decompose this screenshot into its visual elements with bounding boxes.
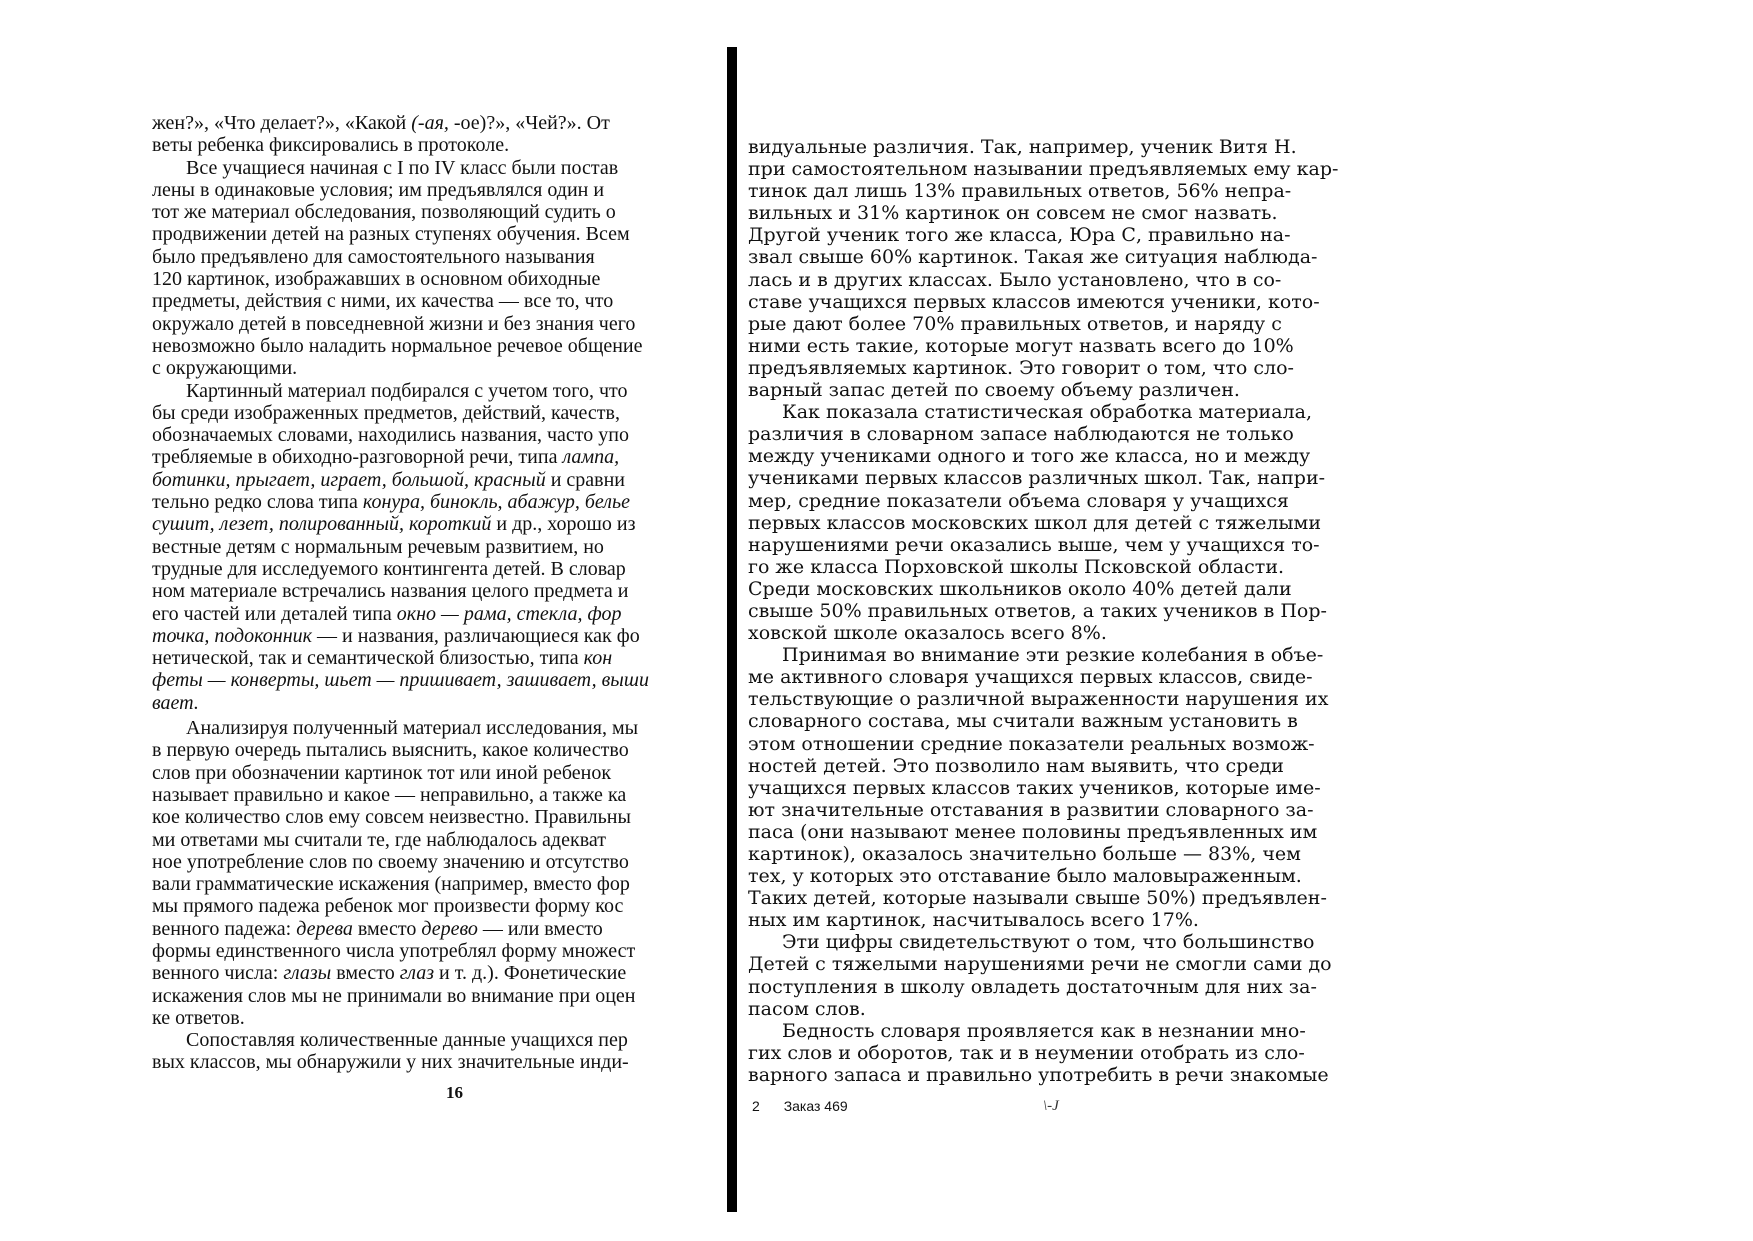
text-line	[152, 513, 727, 535]
text-line	[152, 112, 727, 134]
text-run: ми ответами мы считали те, где наблюдалось адекват	[152, 828, 606, 851]
italic-run: дерева	[296, 917, 353, 940]
text-line	[748, 909, 1338, 931]
italic-run: ботинки, прыгает, играет, большой, красный	[152, 468, 546, 491]
text-line	[748, 622, 1338, 644]
text-run: ховской школе оказалось всего 8%.	[748, 622, 1107, 645]
text-run: его частей или деталей типа	[152, 602, 397, 625]
text-run: предъявляемых картинок. Это говорит о том, что сло-	[748, 356, 1294, 379]
text-line	[152, 829, 727, 851]
text-run: трудные для исследуемого контингента детей. В словар	[152, 557, 626, 580]
text-line	[152, 603, 727, 625]
italic-run: (-ая,	[411, 112, 449, 134]
text-run: венного падежа:	[152, 917, 297, 940]
text-line	[748, 490, 1338, 512]
text-run: было предъявлено для самостоятельного называния	[152, 245, 595, 268]
text-line	[748, 313, 1338, 335]
text-run: свыше 50% правильных ответов, а таких учеников в Пор-	[748, 599, 1327, 622]
text-line	[152, 580, 727, 602]
text-run: картинок), оказалось значительно больше — 83%, чем	[748, 843, 1301, 865]
right-page-block	[748, 136, 1338, 1086]
text-run: различия в словарном запасе наблюдаются не только	[748, 423, 1294, 446]
handwritten-mark: \-J	[1043, 1098, 1059, 1114]
page-number-left: 16	[446, 1083, 463, 1102]
text-line	[748, 180, 1338, 202]
text-run: нетической, так и семантической близостью, типа	[152, 647, 584, 670]
text-run: ке ответов.	[152, 1006, 245, 1029]
text-run: при самостоятельном назывании предъявляемых ему кар-	[748, 158, 1338, 181]
text-run: вых классов, мы обнаружили у них значительные инди-	[152, 1051, 629, 1074]
text-run: лась и в других классах. Было установлено, что в со-	[748, 268, 1282, 291]
text-run: между учениками одного и того же класса, но и между	[748, 445, 1311, 468]
text-line	[748, 379, 1338, 401]
text-line	[152, 491, 727, 513]
text-run: словарного состава, мы считали важным установить в	[748, 710, 1298, 733]
text-run: лены в одинаковые условия; им предъявлялся один и	[152, 178, 605, 201]
text-run: паса (они называют менее половины предъявленных им	[748, 820, 1318, 843]
text-line	[152, 918, 727, 940]
text-run: мы прямого падежа ребенок мог произвести форму кос	[152, 895, 624, 918]
text-line	[152, 940, 727, 962]
text-line	[748, 887, 1338, 909]
text-run: продвижении детей на разных ступенях обучения. Всем	[152, 223, 630, 246]
text-run: го же класса Порховской школы Псковской области.	[748, 555, 1285, 578]
text-line	[152, 157, 727, 179]
text-run: ное употребление слов по своему значению и отсутство	[152, 850, 629, 873]
text-run: нарушениями речи оказались выше, чем у учащихся то-	[748, 533, 1320, 556]
text-line	[152, 1029, 727, 1051]
text-run: окружало детей в повседневной жизни и без знания чего	[152, 312, 636, 335]
text-run: ных им картинок, насчитывалось всего 17%.	[748, 909, 1199, 932]
text-run: веты ребенка фиксировались в протоколе.	[152, 134, 510, 157]
text-line	[152, 179, 727, 201]
text-run: этом отношении средние показатели реальных возмож-	[748, 732, 1315, 755]
italic-run: глазы	[283, 962, 332, 985]
text-line	[152, 246, 727, 268]
text-run: и др., хорошо из	[491, 513, 636, 536]
text-run: вали грамматические искажения (например, вместо фор	[152, 873, 630, 896]
italic-run: конура, бинокль, абажур, белье	[362, 491, 630, 514]
text-run: тельно редко слова типа	[152, 491, 363, 514]
italic-run: феты — конверты, шьет — пришивает, зашивает, выши	[152, 669, 649, 692]
text-run: и т. д.). Фонетические	[434, 962, 627, 985]
text-line	[748, 467, 1338, 489]
text-line	[748, 445, 1338, 467]
text-run: бы среди изображенных предметов, действий, качеств,	[152, 401, 620, 424]
text-run: тельствующие о различной выраженности нарушения их	[748, 688, 1329, 711]
text-line	[748, 733, 1338, 755]
italic-run: окно — рама, стекла, фор	[396, 602, 622, 625]
signature-label: Заказ 469	[783, 1098, 848, 1114]
left-page-block-1	[152, 112, 727, 714]
text-line	[748, 688, 1338, 710]
text-run: ют значительные отставания в развитии словарного за-	[748, 798, 1314, 821]
printer-signature	[752, 1098, 848, 1114]
text-run: Все учащиеся начиная с I по IV класс были постав	[186, 156, 619, 179]
text-run: варного запаса и правильно употребить в речи знакомые	[748, 1063, 1329, 1086]
text-run: тинок дал лишь 13% правильных ответов, 56% непра-	[748, 180, 1292, 203]
text-line	[748, 644, 1338, 666]
text-run: и сравни	[545, 468, 626, 491]
text-line	[748, 246, 1338, 268]
text-line	[748, 865, 1338, 887]
text-line	[748, 423, 1338, 445]
text-line	[748, 755, 1338, 777]
text-run: Детей с тяжелыми нарушениями речи не смогли сами до	[748, 953, 1332, 976]
text-run: ном материале встречались названия целого предмета и	[152, 580, 629, 603]
text-line	[152, 380, 727, 402]
text-line	[152, 268, 727, 290]
text-run: вильных и 31% картинок он совсем не смог назвать.	[748, 202, 1278, 225]
text-line	[748, 843, 1338, 865]
text-line	[152, 290, 727, 312]
text-line	[748, 953, 1338, 975]
text-run: рые дают более 70% правильных ответов, и наряду с	[748, 312, 1282, 335]
italic-run: дерево	[421, 917, 478, 940]
text-line	[748, 931, 1338, 953]
text-run: Картинный материал подбирался с учетом того, что	[186, 379, 628, 402]
text-run: Анализируя полученный материал исследования, мы	[186, 717, 639, 740]
text-line	[748, 710, 1338, 732]
text-run: искажения слов мы не принимали во внимание при оцен	[152, 984, 636, 1007]
text-run: Как показала статистическая обработка материала,	[782, 401, 1312, 424]
text-run: пасом слов.	[748, 997, 866, 1020]
text-run: ме активного словаря учащихся первых классов, свиде-	[748, 666, 1313, 689]
text-run: с окружающими.	[152, 357, 298, 380]
italic-run: вает.	[152, 691, 199, 714]
text-run: Эти цифры свидетельствуют о том, что большинство	[782, 931, 1315, 954]
text-run: учениками первых классов различных школ. Так, напри-	[748, 467, 1326, 490]
text-run: жен?», «Что делает?», «Какой	[152, 112, 412, 134]
text-line	[748, 666, 1338, 688]
text-run: — и названия, различающиеся как фо	[311, 624, 640, 647]
text-line	[748, 998, 1338, 1020]
text-line	[748, 799, 1338, 821]
text-line	[152, 1051, 727, 1073]
text-run: первых классов московских школ для детей с тяжелыми	[748, 511, 1321, 534]
italic-run: сушит, лезет, полированный, короткий	[152, 513, 492, 536]
text-run: предметы, действия с ними, их качества — все то, что	[152, 290, 614, 313]
text-line	[152, 806, 727, 828]
text-run: Другой ученик того же класса, Юра С, правильно на-	[748, 224, 1291, 247]
text-line	[152, 446, 727, 468]
text-run: тех, у которых это отставание было маловыраженным.	[748, 865, 1302, 888]
text-run: Среди московских школьников около 40% детей дали	[748, 577, 1292, 600]
text-line	[152, 762, 727, 784]
text-line	[748, 976, 1338, 998]
text-run: гих слов и оборотов, так и в неумении отобрать из сло-	[748, 1041, 1305, 1064]
right-page	[748, 136, 1338, 1136]
text-line	[748, 578, 1338, 600]
text-run: -ое)?», «Чей?». От	[448, 112, 610, 134]
text-line	[152, 784, 727, 806]
text-line	[152, 717, 727, 739]
text-run: кое количество слов ему совсем неизвестно. Правильны	[152, 806, 631, 829]
text-run: ностей детей. Это позволило нам выявить, что среди	[748, 754, 1284, 777]
text-line	[748, 136, 1338, 158]
text-line	[152, 424, 727, 446]
text-run: невозможно было наладить нормальное речевое общение	[152, 334, 643, 357]
text-line	[152, 1007, 727, 1029]
text-line	[748, 335, 1338, 357]
text-line	[152, 625, 727, 647]
text-line	[152, 739, 727, 761]
text-run: в первую очередь пытались выяснить, какое количество	[152, 739, 629, 762]
text-line	[748, 600, 1338, 622]
text-line	[152, 647, 727, 669]
text-run: венного числа:	[152, 962, 284, 985]
text-run: ними есть такие, которые могут назвать всего до 10%	[748, 334, 1294, 357]
text-line	[748, 158, 1338, 180]
text-line	[748, 202, 1338, 224]
signature-number: 2	[752, 1098, 760, 1114]
left-page-block-2	[152, 717, 727, 1074]
text-run: слов при обозначении картинок тот или иной ребенок	[152, 761, 612, 784]
text-run: звал свыше 60% картинок. Такая же ситуация наблюда-	[748, 246, 1318, 269]
text-run: требляемые в обиходно-разговорной речи, типа	[152, 446, 563, 469]
text-line	[152, 134, 727, 156]
text-line	[748, 1042, 1338, 1064]
text-line	[152, 223, 727, 245]
text-run: вместо	[352, 917, 422, 940]
text-line	[152, 962, 727, 984]
text-line	[152, 692, 727, 714]
text-line	[152, 851, 727, 873]
text-run: учащихся первых классов таких учеников, которые име-	[748, 776, 1321, 799]
text-line	[152, 335, 727, 357]
text-run: видуальные различия. Так, например, ученик Витя Н.	[748, 136, 1297, 158]
italic-run: точка, подоконник	[152, 624, 312, 647]
text-run: Принимая во внимание эти резкие колебания в объе-	[782, 644, 1324, 667]
text-line	[748, 777, 1338, 799]
text-run: обозначаемых словами, находились названия, часто упо	[152, 424, 629, 447]
text-line	[152, 313, 727, 335]
text-run: Бедность словаря проявляется как в незнании мно-	[782, 1019, 1306, 1042]
text-line	[748, 291, 1338, 313]
text-line	[748, 269, 1338, 291]
text-line	[152, 985, 727, 1007]
text-line	[152, 201, 727, 223]
text-run: вестные детям с нормальным речевым развитием, но	[152, 535, 604, 558]
text-line	[152, 536, 727, 558]
text-line	[152, 357, 727, 379]
text-line	[748, 534, 1338, 556]
text-run: варный запас детей по своему объему различен.	[748, 379, 1240, 402]
page-gutter-divider	[727, 47, 737, 1212]
text-line	[748, 357, 1338, 379]
text-run: — или вместо	[477, 917, 603, 940]
text-run: тот же материал обследования, позволяющий судить о	[152, 201, 616, 224]
text-line	[152, 469, 727, 491]
text-line	[152, 402, 727, 424]
text-run: 120 картинок, изображавших в основном обиходные	[152, 268, 601, 291]
italic-run: глаз	[399, 962, 435, 985]
text-line	[748, 401, 1338, 423]
text-run: вместо	[331, 962, 400, 985]
text-line	[748, 556, 1338, 578]
text-run: мер, средние показатели объема словаря у учащихся	[748, 489, 1289, 512]
italic-run: лампа,	[562, 446, 620, 469]
italic-run: кон	[583, 647, 613, 670]
text-line	[748, 224, 1338, 246]
left-page	[152, 112, 727, 1112]
text-line	[152, 873, 727, 895]
text-line	[748, 512, 1338, 534]
text-run: Сопоставляя количественные данные учащихся пер	[186, 1029, 628, 1052]
text-line	[748, 821, 1338, 843]
text-run: поступления в школу овладеть достаточным для них за-	[748, 975, 1317, 998]
text-run: формы единственного числа употреблял форму множест	[152, 939, 636, 962]
text-line	[748, 1020, 1338, 1042]
text-line	[152, 895, 727, 917]
text-line	[748, 1064, 1338, 1086]
text-run: называет правильно и какое — неправильно, а также ка	[152, 783, 627, 806]
text-run: ставе учащихся первых классов имеются ученики, кото-	[748, 290, 1320, 313]
text-line	[152, 558, 727, 580]
text-line	[152, 669, 727, 691]
text-run: Таких детей, которые называли свыше 50%) предъявлен-	[748, 887, 1327, 910]
